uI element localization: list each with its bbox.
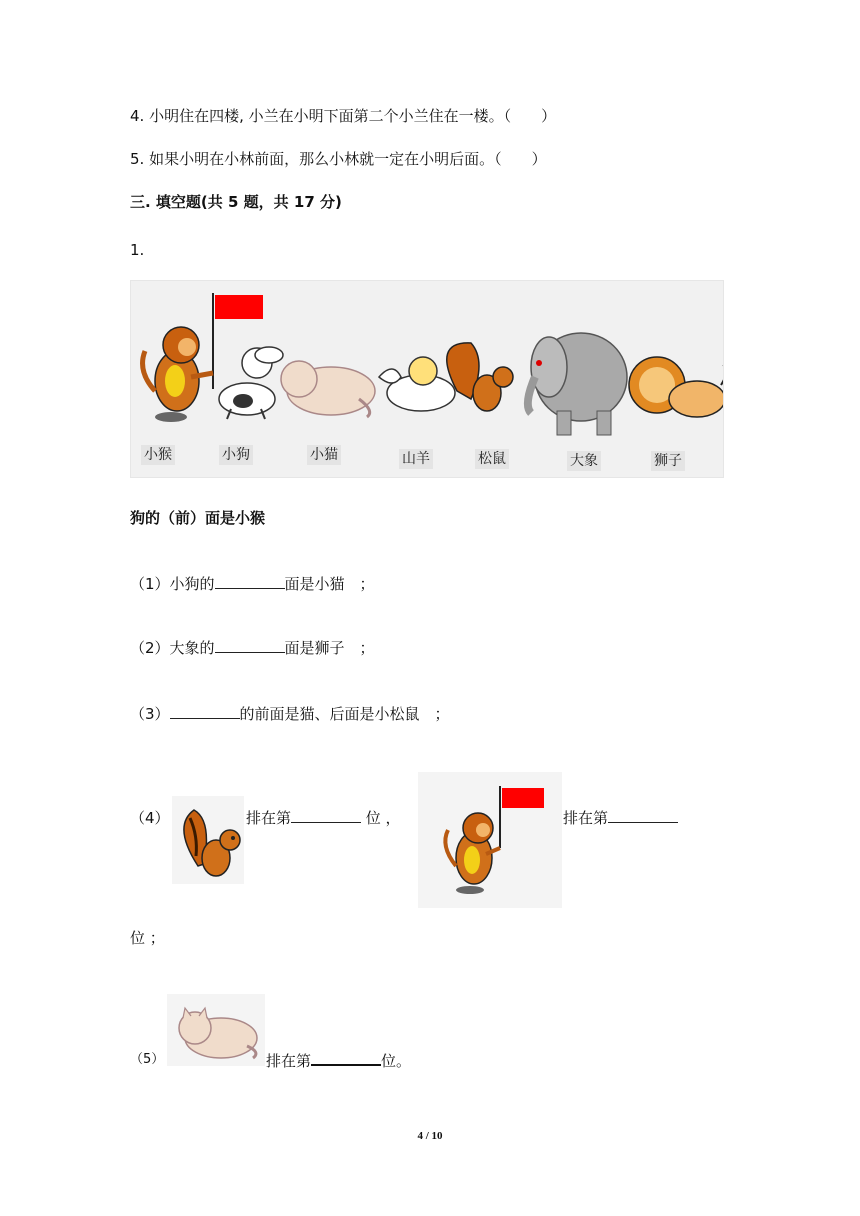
label-lion: 狮子: [651, 451, 685, 471]
item-4-right-label: 排在第: [563, 809, 609, 827]
monkey-flag-picture: [418, 772, 562, 908]
item-5-prefix: （5）: [130, 1052, 165, 1067]
cat-icon: [167, 994, 265, 1066]
fill-item-4-second: [563, 808, 678, 828]
dog-drawing: [219, 347, 283, 419]
item-1-suffix: 面是小猫 ；: [284, 575, 375, 593]
item-4-mid-suffix: 位 ，: [361, 809, 401, 827]
judgement-question-4: 4. 小明住在四楼, 小兰在小明下面第二个小兰住在一楼。（ ）: [130, 107, 557, 125]
item-3-blank[interactable]: [170, 704, 240, 719]
label-elephant: 大象: [567, 451, 601, 471]
item-4-end: 位 ；: [130, 929, 165, 947]
label-goat: 山羊: [399, 449, 433, 469]
judgement-question-5: 5. 如果小明在小林前面，那么小林就一定在小明后面。（ ）: [130, 150, 547, 168]
monkey-flag-icon: [418, 772, 562, 908]
elephant-drawing: [528, 333, 627, 435]
label-monkey: 小猴: [141, 445, 175, 465]
fill-item-5: [266, 1050, 411, 1071]
cat-drawing: [281, 361, 375, 417]
item-5-mid-label: 排在第: [266, 1052, 312, 1070]
squirrel-picture: [172, 796, 244, 884]
section-title: 三. 填空题(共 5 题，共 17 分): [130, 193, 342, 211]
question-number: 1.: [130, 241, 145, 259]
label-squirrel: 松鼠: [475, 449, 509, 469]
item-4-blank-2[interactable]: [608, 808, 678, 823]
squirrel-icon: [172, 796, 244, 884]
goat-drawing: [379, 357, 455, 411]
fill-item-4-first: [246, 808, 401, 828]
squirrel-drawing: [447, 343, 513, 411]
item-2-suffix: 面是狮子 ；: [284, 639, 375, 657]
item-2-blank[interactable]: [215, 638, 285, 653]
fill-item-2: [130, 638, 375, 658]
item-3-prefix: （3）: [130, 705, 170, 723]
item-4-prefix: （4）: [130, 809, 170, 827]
label-dog: 小狗: [219, 445, 253, 465]
item-4-mid-label: 排在第: [246, 809, 292, 827]
lion-drawing: [629, 357, 723, 417]
item-2-prefix: （2）大象的: [130, 639, 215, 657]
item-1-blank[interactable]: [215, 574, 285, 589]
animal-line-illustration: [130, 280, 724, 478]
example-sentence: 狗的（前）面是小猴: [130, 509, 266, 527]
item-1-prefix: （1）小狗的: [130, 575, 215, 593]
fill-item-3: [130, 704, 450, 724]
item-5-blank[interactable]: [311, 1050, 381, 1066]
fill-item-1: [130, 574, 375, 594]
item-4-blank-1[interactable]: [291, 808, 361, 823]
page-number: 4 / 10: [417, 1130, 443, 1142]
item-3-suffix: 的前面是猫、后面是小松鼠 ；: [239, 705, 450, 723]
item-5-suffix: 位。: [381, 1052, 412, 1070]
cat-picture: [167, 994, 265, 1066]
label-cat: 小猫: [307, 445, 341, 465]
